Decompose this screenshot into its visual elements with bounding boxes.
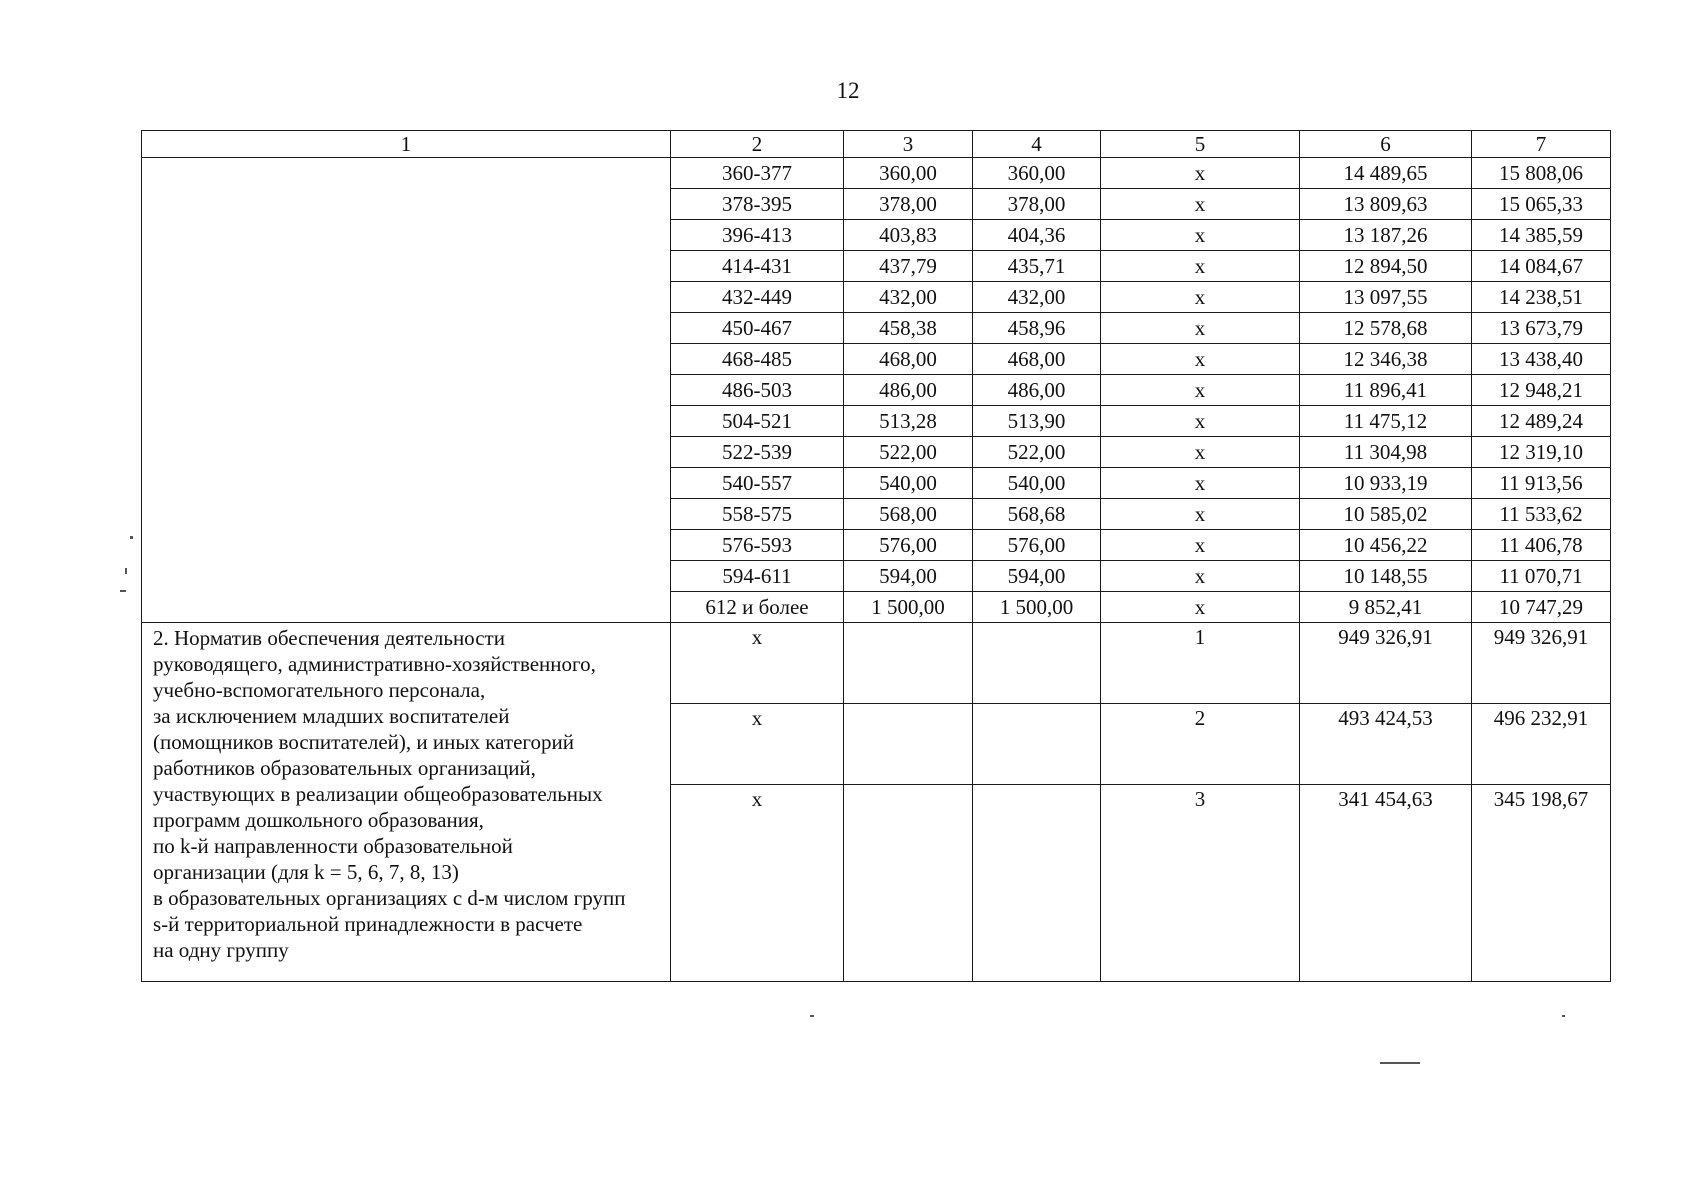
cell-col-3: 432,00 — [844, 282, 973, 313]
description-line: руководящего, административно-хозяйственного, — [153, 652, 596, 676]
cell-col-2: 522-539 — [671, 437, 844, 468]
cell-col-4: 1 500,00 — [973, 592, 1101, 623]
cell-col-5: x — [1101, 220, 1300, 251]
cell-col-4: 378,00 — [973, 189, 1101, 220]
cell-col-4: 458,96 — [973, 313, 1101, 344]
header-row — [142, 131, 1611, 158]
cell-col-5: x — [1101, 282, 1300, 313]
cell-col-4: 404,36 — [973, 220, 1101, 251]
cell-col-5: x — [1101, 437, 1300, 468]
cell-col-5: 2 — [1101, 704, 1300, 785]
cell-col-2: 468-485 — [671, 344, 844, 375]
description-line: за исключением младших воспитателей — [153, 704, 510, 728]
cell-col-3: 378,00 — [844, 189, 973, 220]
description-line: на одну группу — [153, 938, 289, 962]
cell-col-2: 396-413 — [671, 220, 844, 251]
cell-col-3 — [844, 704, 973, 785]
column-header-4: 4 — [973, 131, 1101, 158]
cell-col-2: 378-395 — [671, 189, 844, 220]
column-header-7: 7 — [1472, 131, 1611, 158]
scan-speck — [1562, 1015, 1565, 1017]
cell-col-7: 12 319,10 — [1472, 437, 1611, 468]
cell-col-5: x — [1101, 530, 1300, 561]
cell-col-5: x — [1101, 592, 1300, 623]
cell-col-5: x — [1101, 189, 1300, 220]
cell-col-6: 10 933,19 — [1300, 468, 1472, 499]
cell-col-4: 432,00 — [973, 282, 1101, 313]
cell-col-3: 1 500,00 — [844, 592, 973, 623]
cell-col-6: 10 148,55 — [1300, 561, 1472, 592]
cell-col-3: 458,38 — [844, 313, 973, 344]
column-header-5: 5 — [1101, 131, 1300, 158]
scan-speck — [125, 568, 127, 574]
cell-col-4: 360,00 — [973, 158, 1101, 189]
scan-speck — [130, 536, 133, 539]
cell-col-2: 486-503 — [671, 375, 844, 406]
cell-col-7: 15 065,33 — [1472, 189, 1611, 220]
cell-col-3: 403,83 — [844, 220, 973, 251]
cell-col-6: 12 578,68 — [1300, 313, 1472, 344]
scan-speck — [120, 590, 126, 592]
description-line: учебно-вспомогательного персонала, — [153, 678, 486, 702]
cell-col-7: 13 438,40 — [1472, 344, 1611, 375]
section2-description — [142, 623, 671, 982]
cell-col-3: 568,00 — [844, 499, 973, 530]
cell-col-6: 13 097,55 — [1300, 282, 1472, 313]
cell-col-5: x — [1101, 561, 1300, 592]
cell-col-7: 11 406,78 — [1472, 530, 1611, 561]
cell-col-6: 493 424,53 — [1300, 704, 1472, 785]
scan-speck — [1380, 1062, 1420, 1064]
scan-speck — [810, 1015, 814, 1017]
cell-col-4: 568,68 — [973, 499, 1101, 530]
cell-col-5: x — [1101, 406, 1300, 437]
cell-col-5: x — [1101, 468, 1300, 499]
page-number: 12 — [836, 78, 860, 103]
cell-col-3: 360,00 — [844, 158, 973, 189]
description-line: по k-й направленности образовательной — [153, 834, 513, 858]
column-header-2: 2 — [671, 131, 844, 158]
cell-col-2: 540-557 — [671, 468, 844, 499]
cell-col-6: 10 585,02 — [1300, 499, 1472, 530]
cell-col-7: 11 070,71 — [1472, 561, 1611, 592]
cell-col-6: 13 187,26 — [1300, 220, 1472, 251]
cell-col-2: 432-449 — [671, 282, 844, 313]
cell-col-2: x — [671, 704, 844, 785]
cell-col-7: 12 489,24 — [1472, 406, 1611, 437]
cell-col-4: 540,00 — [973, 468, 1101, 499]
cell-col-7: 12 948,21 — [1472, 375, 1611, 406]
cell-col-5: x — [1101, 344, 1300, 375]
cell-col-4: 486,00 — [973, 375, 1101, 406]
cell-col-4: 594,00 — [973, 561, 1101, 592]
cell-col-3: 513,28 — [844, 406, 973, 437]
table-row — [142, 158, 1611, 189]
cell-col-3: 540,00 — [844, 468, 973, 499]
cell-col-5: x — [1101, 251, 1300, 282]
cell-col-7: 10 747,29 — [1472, 592, 1611, 623]
cell-col-6: 11 475,12 — [1300, 406, 1472, 437]
cell-col-7: 949 326,91 — [1472, 623, 1611, 704]
cell-col-6: 13 809,63 — [1300, 189, 1472, 220]
description-line: s-й территориальной принадлежности в расчете — [153, 912, 583, 936]
cell-col-4 — [973, 623, 1101, 704]
cell-col-5: x — [1101, 313, 1300, 344]
cell-col-6: 12 894,50 — [1300, 251, 1472, 282]
cell-col-2: 558-575 — [671, 499, 844, 530]
cell-col-6: 11 304,98 — [1300, 437, 1472, 468]
cell-col-4 — [973, 704, 1101, 785]
description-line: (помощников воспитателей), и иных категорий — [153, 730, 574, 754]
cell-col-6: 14 489,65 — [1300, 158, 1472, 189]
cell-col-2: 612 и более — [671, 592, 844, 623]
cell-col-6: 10 456,22 — [1300, 530, 1472, 561]
column-header-3: 3 — [844, 131, 973, 158]
cell-col-7: 345 198,67 — [1472, 785, 1611, 982]
cell-col-2: 504-521 — [671, 406, 844, 437]
description-line: работников образовательных организаций, — [153, 756, 536, 780]
cell-col-3: 437,79 — [844, 251, 973, 282]
cell-col-3: 522,00 — [844, 437, 973, 468]
merged-blank-cell — [142, 158, 671, 623]
cell-col-2: 450-467 — [671, 313, 844, 344]
cell-col-5: x — [1101, 375, 1300, 406]
cell-col-3: 468,00 — [844, 344, 973, 375]
cell-col-7: 14 385,59 — [1472, 220, 1611, 251]
column-header-1: 1 — [142, 131, 671, 158]
description-line: программ дошкольного образования, — [153, 808, 484, 832]
cell-col-3: 594,00 — [844, 561, 973, 592]
cell-col-3: 486,00 — [844, 375, 973, 406]
cell-col-4 — [973, 785, 1101, 982]
description-line: в образовательных организациях с d-м числом групп — [153, 886, 626, 910]
section2-row — [142, 623, 1611, 704]
cell-col-2: x — [671, 785, 844, 982]
cell-col-2: 360-377 — [671, 158, 844, 189]
cell-col-7: 496 232,91 — [1472, 704, 1611, 785]
cell-col-7: 14 238,51 — [1472, 282, 1611, 313]
cell-col-7: 11 913,56 — [1472, 468, 1611, 499]
cell-col-7: 15 808,06 — [1472, 158, 1611, 189]
cell-col-5: x — [1101, 158, 1300, 189]
cell-col-5: 1 — [1101, 623, 1300, 704]
cell-col-6: 11 896,41 — [1300, 375, 1472, 406]
cell-col-2: 414-431 — [671, 251, 844, 282]
cell-col-3: 576,00 — [844, 530, 973, 561]
cell-col-7: 14 084,67 — [1472, 251, 1611, 282]
cell-col-3 — [844, 623, 973, 704]
cell-col-4: 435,71 — [973, 251, 1101, 282]
cell-col-5: x — [1101, 499, 1300, 530]
cell-col-5: 3 — [1101, 785, 1300, 982]
description-line: организации (для k = 5, 6, 7, 8, 13) — [153, 860, 459, 884]
cell-col-4: 513,90 — [973, 406, 1101, 437]
cell-col-4: 522,00 — [973, 437, 1101, 468]
cell-col-6: 341 454,63 — [1300, 785, 1472, 982]
data-table — [141, 130, 1611, 982]
cell-col-6: 949 326,91 — [1300, 623, 1472, 704]
cell-col-3 — [844, 785, 973, 982]
cell-col-4: 576,00 — [973, 530, 1101, 561]
cell-col-6: 9 852,41 — [1300, 592, 1472, 623]
cell-col-2: x — [671, 623, 844, 704]
cell-col-4: 468,00 — [973, 344, 1101, 375]
cell-col-2: 576-593 — [671, 530, 844, 561]
description-line: 2. Норматив обеспечения деятельности — [153, 626, 505, 650]
cell-col-7: 13 673,79 — [1472, 313, 1611, 344]
cell-col-7: 11 533,62 — [1472, 499, 1611, 530]
cell-col-6: 12 346,38 — [1300, 344, 1472, 375]
cell-col-2: 594-611 — [671, 561, 844, 592]
column-header-6: 6 — [1300, 131, 1472, 158]
description-line: участвующих в реализации общеобразовательных — [153, 782, 603, 806]
